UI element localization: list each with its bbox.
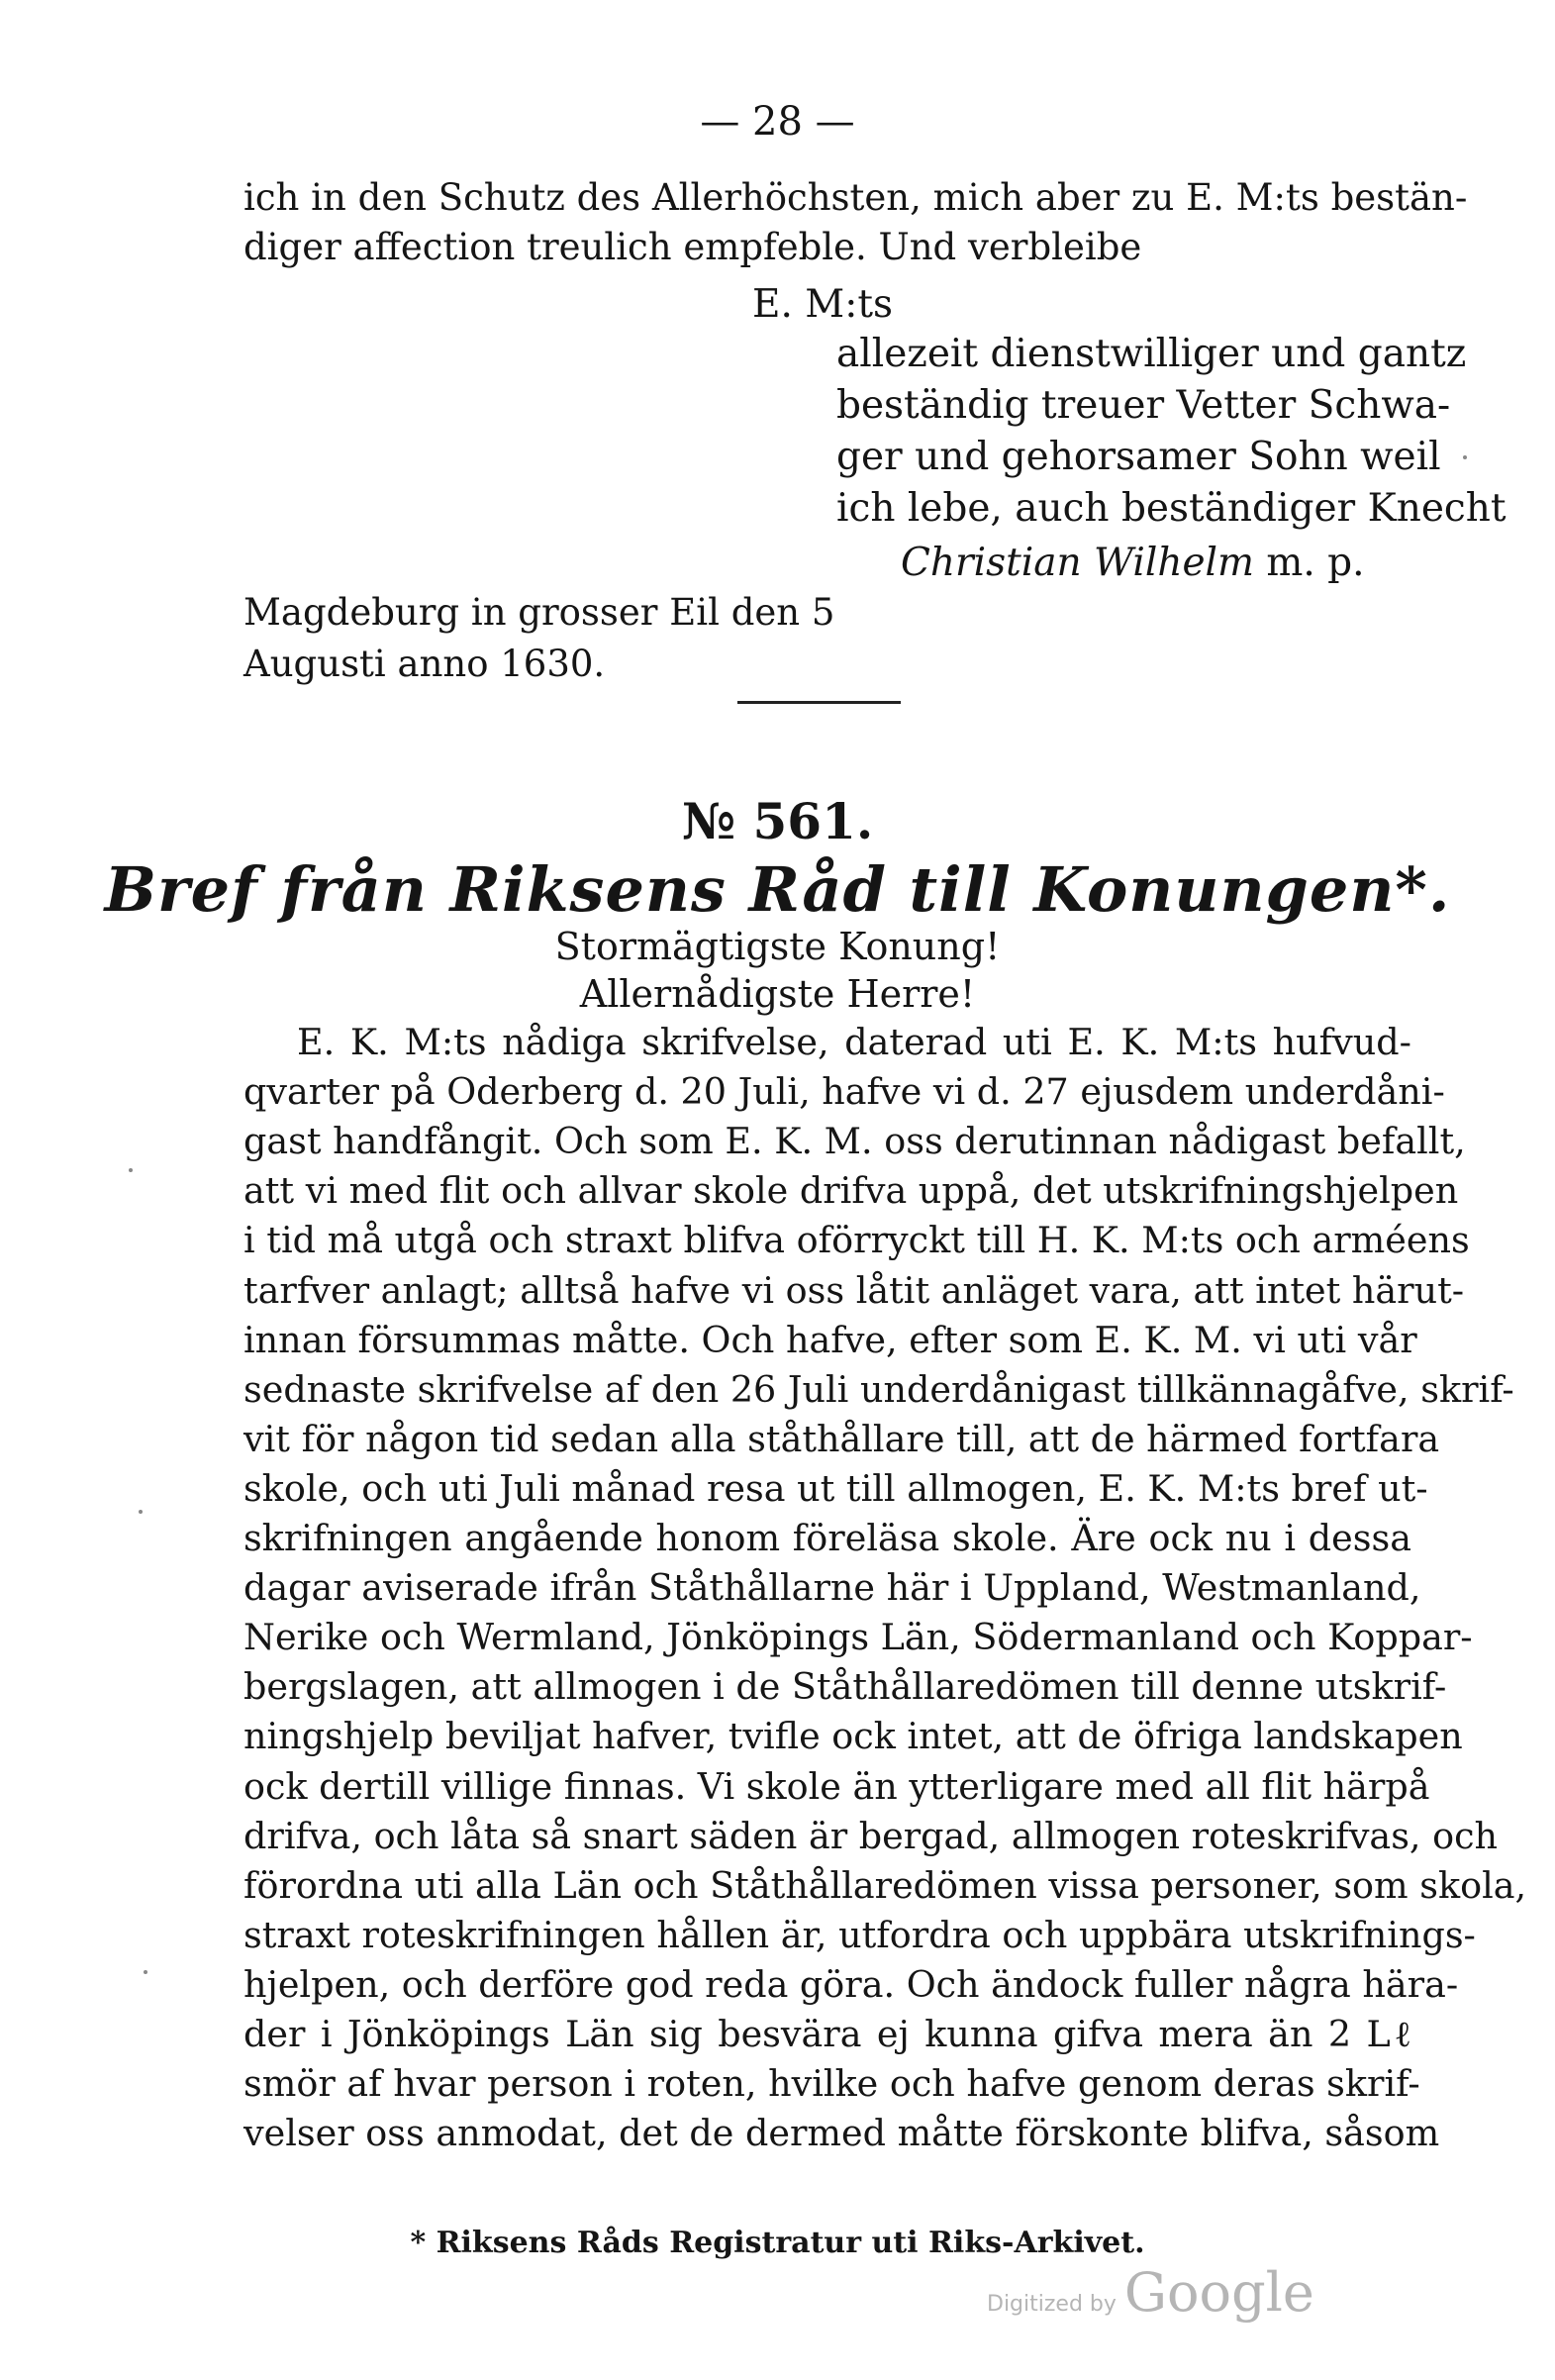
body-line: skole, och uti Juli månad resa ut till allmogen, E. K. M:ts bref ut- [243,1467,1428,1510]
body-line: der i Jönköpings Län sig besvära ej kunna gifva mera än 2 Lℓ [243,2013,1411,2055]
body-line: drifva, och låta så snart säden är bergad, allmogen roteskrifvas, och [243,1815,1499,1857]
body-line: straxt roteskrifningen hållen är, utfordra och uppbära utskrifnings- [243,1914,1476,1956]
body-line: qvarter på Oderberg d. 20 Juli, hafve vi d. 27 ejusdem underdåni- [243,1070,1445,1113]
salutation-line-1: Stormägtigste Konung! [554,925,1001,968]
body-line: skrifningen angående honom föreläsa skole. Äre ock nu i dessa [243,1517,1411,1559]
body-line: vit för någon tid sedan alla ståthållare till, att de härmed fortfara [243,1418,1440,1460]
letter-line-1: ich in den Schutz des Allerhöchsten, mich aber zu E. M:ts bestän- [243,176,1468,219]
signature-line-2: beständig treuer Vetter Schwa- [836,383,1451,428]
margin-speck [139,1510,143,1514]
body-line: ock dertill villige finnas. Vi skole än ytterligare med all flit härpå [243,1765,1430,1808]
body-line: förordna uti alla Län och Ståthållaredömen vissa personer, som skola, [243,1864,1527,1907]
section-divider [737,701,901,704]
body-line: gast handfångit. Och som E. K. M. oss derutinnan nådigast befallt, [243,1120,1466,1162]
body-line: att vi med flit och allvar skole drifva uppå, det utskrifningshjelpen [243,1169,1459,1212]
body-line: E. K. M:ts nådiga skrifvelse, daterad uti E. K. M:ts hufvud- [297,1021,1411,1063]
signature-line-1: allezeit dienstwilliger und gantz [836,332,1467,376]
signature-heading: E. M:ts [752,282,894,327]
digitized-watermark [987,2261,1314,2324]
letter-line-2: diger affection treulich empfeble. Und verbleibe [243,226,1142,268]
margin-speck [1463,455,1467,459]
body-line: Nerike och Wermland, Jönköpings Län, Södermanland och Koppar- [243,1616,1473,1658]
page-number: — 28 — [700,99,855,145]
salutation-line-2: Allernådigste Herre! [579,972,976,1016]
body-line: hjelpen, och derföre god reda göra. Och ändock fuller några härа- [243,1963,1459,2006]
body-line: i tid må utgå och straxt blifva oförryckt till H. K. M:ts och arméens [243,1219,1470,1261]
document-number: № 561. [681,792,874,850]
body-line: velser oss anmodat, det de dermed måtte förskonte blifva, såsom [243,2112,1440,2154]
footnote: * Riksens Råds Registratur uti Riks-Arkivet. [410,2226,1145,2260]
signature-suffix: m. p. [1266,541,1365,585]
watermark-brand: Google [1123,2261,1314,2324]
signature-name: Christian Wilhelm [901,541,1254,585]
signature-line-3: ger und gehorsamer Sohn weil [836,435,1441,479]
document-title: Bref från Riksens Råd till Konungen*. [104,853,1451,926]
body-line: sednaste skrifvelse af den 26 Juli underdånigast tillkännagåfve, skrif- [243,1368,1514,1411]
body-line: dagar aviserade ifrån Ståthållarne här i Uppland, Westmanland, [243,1566,1421,1609]
body-line: bergslagen, att allmogen i de Ståthållaredömen till denne utskrif- [243,1665,1447,1708]
body-line: innan försummas måtte. Och hafve, efter som E. K. M. vi uti vår [243,1319,1417,1361]
body-line: smör af hvar person i roten, hvilke och hafve genom deras skrif- [243,2062,1420,2105]
watermark-prefix: Digitized by [987,2292,1117,2317]
place-date-line-2: Augusti anno 1630. [243,643,606,685]
place-date-line-1: Magdeburg in grosser Eil den 5 [243,591,835,634]
signature-line-4: ich lebe, auch beständiger Knecht [836,486,1506,531]
signature-name-line [901,539,1365,588]
margin-speck [144,1970,147,1974]
body-line: ningshjelp beviljat hafver, tvifle ock intet, att de öfriga landskapen [243,1715,1463,1757]
body-line: tarfver anlagt; alltså hafve vi oss låtit anläget vara, att intet härut- [243,1269,1465,1312]
margin-speck [129,1168,133,1172]
